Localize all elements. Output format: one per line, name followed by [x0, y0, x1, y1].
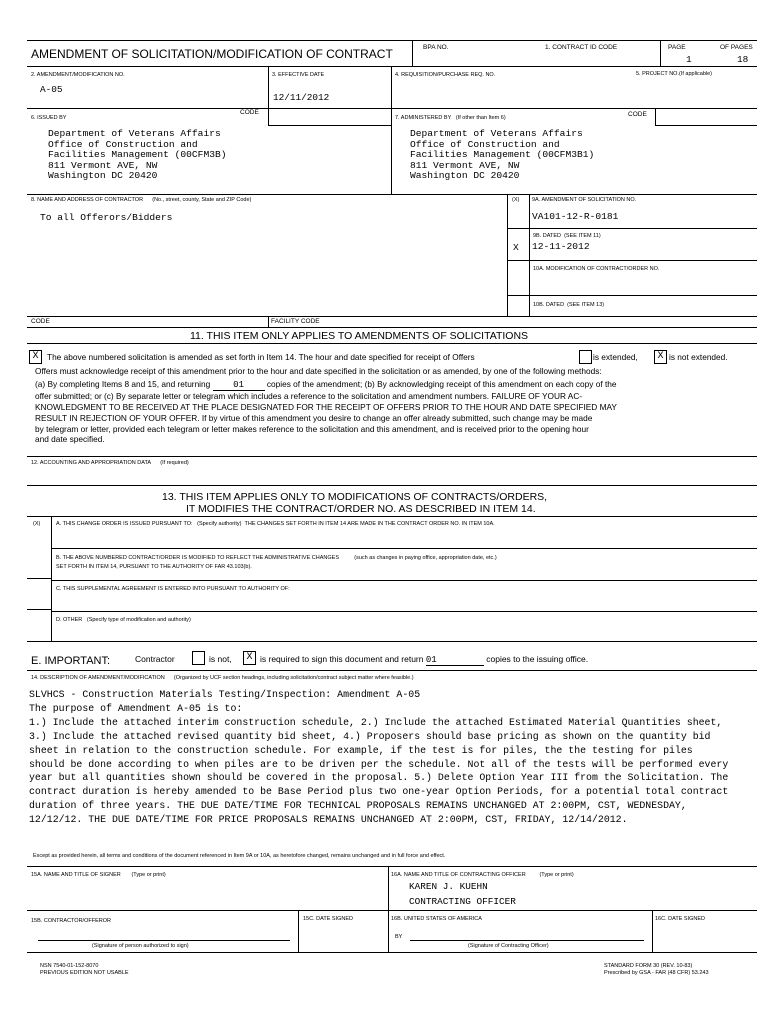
signature-person-note: (Signature of person authorized to sign) — [92, 943, 189, 949]
admin-line: Office of Construction and — [410, 138, 560, 150]
accounting-label-note: (If required) — [160, 460, 189, 466]
extended-checkbox[interactable] — [579, 350, 592, 364]
issued-by-address — [48, 129, 226, 182]
issued-line: 811 Vermont AVE, NW — [48, 159, 158, 171]
copies-issuing-office-label: copies to the issuing office. — [486, 654, 589, 664]
item11-checkbox[interactable]: X — [29, 350, 42, 364]
admin-line: Facilities Management (00CFM3B1) — [410, 149, 595, 161]
item11-line4: offer submitted; or (c) By separate letter or telegram which includes a reference to the solicitation and amendment numbers. FAILURE OF YOUR AC- — [35, 391, 583, 402]
important-label: E. IMPORTANT: — [31, 655, 111, 667]
x-column-label: (X) — [512, 197, 520, 203]
not-extended-checkbox[interactable]: X — [654, 350, 667, 364]
item11-heading: 11. THIS ITEM ONLY APPLIES TO AMENDMENTS OF SOLICITATIONS — [190, 330, 529, 342]
effective-date-value: 12/11/2012 — [273, 92, 330, 103]
item13-heading-1: 13. THIS ITEM APPLIES ONLY TO MODIFICATIONS OF CONTRACTS/ORDERS, — [162, 491, 548, 503]
admin-line: 811 Vermont AVE, NW — [410, 159, 520, 171]
description-line: should be done according to when piles are to be driven per the schedule. Not all of the tests will be performed every — [29, 758, 729, 770]
admin-line: Department of Veterans Affairs — [410, 128, 583, 139]
return-copies-field[interactable]: 01 — [426, 655, 484, 666]
description-line: 12/12/12. THE DUE DATE/TIME FOR PRICE PROPOSALS REMAINS UNCHANGED AT 2:00PM, CST, FRIDAY, 12/14/2012. — [29, 814, 628, 826]
issued-by-label: 6. ISSUED BY — [31, 115, 67, 121]
modification-no-label: 10A. MODIFICATION OF CONTRACT/ORDER NO. — [533, 266, 660, 272]
standard-form-text: STANDARD FORM 30 (REV. 10-83) — [604, 963, 693, 969]
officer-title: CONTRACTING OFFICER — [409, 896, 516, 907]
administered-by-text: 7. ADMINISTERED BY — [395, 115, 452, 121]
item11-instructions — [35, 366, 617, 445]
dated-9b-mark: X — [513, 242, 519, 253]
important-contractor-label: Contractor — [135, 654, 175, 664]
item13c-label: C. THIS SUPPLEMENTAL AGREEMENT IS ENTERED INTO PURSUANT TO AUTHORITY OF: — [56, 586, 290, 592]
administered-by-label — [395, 115, 506, 121]
contractor-offeror-label: 15B. CONTRACTOR/OFFEROR — [31, 918, 111, 924]
contracting-officer-text: 16A. NAME AND TITLE OF CONTRACTING OFFICER — [391, 872, 526, 878]
contract-id-label: 1. CONTRACT ID CODE — [545, 44, 618, 51]
item13a-note: (Specify authority) — [197, 521, 242, 527]
requisition-label: 4. REQUISITION/PURCHASE REQ. NO. — [395, 72, 496, 78]
item13d-label — [56, 617, 191, 623]
project-no-note: (If applicable) — [679, 71, 713, 77]
issued-line: Washington DC 20420 — [48, 170, 158, 182]
item11-line6: RESULT IN REJECTION OF YOUR OFFER. If by virtue of this amendment you desire to change an offer already submitted, such change may be made — [35, 412, 593, 423]
effective-date-label: 3. EFFECTIVE DATE — [272, 72, 325, 78]
contractor-label-text: 8. NAME AND ADDRESS OF CONTRACTOR — [31, 197, 144, 203]
description-label-note: (Organized by UCF section headings, including solicitation/contract subject matter where feasible.) — [173, 675, 414, 681]
item11-line1: The above numbered solicitation is amended as set forth in Item 14. The hour and date specified for receipt of Offers — [47, 352, 475, 362]
amendment-solicitation-label: 9A. AMENDMENT OF SOLICITATION NO. — [532, 197, 637, 203]
extended-label: is extended, — [593, 352, 638, 362]
item11-line2: Offers must acknowledge receipt of this amendment prior to the hour and date specified in the solicitation or as amended, by one of the following methods: — [35, 366, 602, 376]
bpa-no-label: BPA NO. — [423, 44, 449, 51]
item13a-label — [56, 521, 495, 527]
signer-label — [31, 872, 166, 878]
dated-9b-label — [533, 233, 601, 239]
amendment-no-value: A-05 — [40, 84, 63, 95]
item13b-note: (such as changes in paying office, appropriation date, etc.) — [354, 555, 497, 561]
by-label: BY — [395, 934, 403, 940]
item13-heading-2: IT MODIFIES THE CONTRACT/ORDER NO. AS DESCRIBED IN ITEM 14. — [186, 503, 536, 515]
contractor-value: To all Offerors/Bidders — [40, 212, 173, 223]
item13a-rest: THE CHANGES SET FORTH IN ITEM 14 ARE MADE IN THE CONTRACT ORDER NO. IN ITEM 10A. — [244, 521, 495, 527]
description-line: sheet in relation to the construction schedule. For example, if the test is for piles, the the testing for piles — [29, 744, 693, 756]
admin-line: Washington DC 20420 — [410, 170, 520, 182]
item13b-text: B. THE ABOVE NUMBERED CONTRACT/ORDER IS MODIFIED TO REFLECT THE ADMINISTRATIVE CHANGES — [56, 555, 339, 561]
description-line: The purpose of Amendment A-05 is to: — [29, 702, 243, 714]
description-line: duration of three years. THE DUE DATE/TIME FOR TECHNICAL PROPOSALS REMAINS UNCHANGED AT 2:00PM, CST, WEDNESDAY, — [29, 800, 687, 812]
contracting-officer-note: (Type or print) — [539, 872, 574, 878]
contractor-label-note: (No., street, county, State and ZIP Code) — [152, 197, 252, 203]
item13d-note: (Specify type of modification and authority) — [86, 617, 191, 623]
issued-code-label: CODE — [240, 109, 259, 116]
issued-line: Office of Construction and — [48, 138, 198, 150]
amendment-solicitation-value: VA101-12-R-0181 — [532, 211, 619, 222]
united-states-label: 16B. UNITED STATES OF AMERICA — [391, 916, 482, 922]
item13b-label — [56, 555, 497, 561]
previous-edition-text: PREVIOUS EDITION NOT USABLE — [40, 970, 129, 976]
contractor-label — [31, 197, 251, 203]
accounting-label — [31, 460, 189, 466]
accounting-label-text: 12. ACCOUNTING AND APPROPRIATION DATA — [31, 460, 152, 466]
description-line: SLVHCS - Construction Materials Testing/Inspection: Amendment A-05 — [29, 689, 421, 700]
administered-by-note: (If other than Item 6) — [455, 115, 506, 121]
of-pages-number: 18 — [737, 54, 749, 65]
except-note: Except as provided herein, all terms and conditions of the document referenced in Item 9A or 10A, as heretofore changed, remains unchanged and in full force and effect. — [33, 853, 446, 859]
code-label: CODE — [31, 318, 50, 325]
important-row — [31, 651, 110, 669]
item11-line7: by telegram or letter, provided each telegram or letter makes reference to the solicitation and this amendment, and is received prior to the opening hour — [35, 423, 589, 434]
description-line: 1.) Include the attached interim construction schedule, 2.) Include the attached Estimated Material Quantities sheet, — [29, 716, 723, 728]
officer-name: KAREN J. KUEHN — [409, 881, 488, 892]
item11-line3b: copies of the amendment; (b) By acknowledging receipt of this amendment on each copy of the — [266, 378, 617, 389]
issued-line: Facilities Management (00CFM3B) — [48, 149, 227, 161]
page-number: 1 — [686, 54, 692, 65]
signer-label-text: 15A. NAME AND TITLE OF SIGNER — [31, 872, 121, 878]
description-label — [31, 675, 414, 681]
signer-label-note: (Type or print) — [131, 872, 166, 878]
form-title: AMENDMENT OF SOLICITATION/MODIFICATION OF CONTRACT — [31, 47, 393, 61]
item11-line3a: (a) By completing Items 8 and 15, and returning — [35, 378, 211, 389]
item13b-label-2: SET FORTH IN ITEM 14, PURSUANT TO THE AUTHORITY OF FAR 43.103(b). — [56, 564, 252, 570]
dated-10b-label — [533, 302, 604, 308]
date-signed-16c-label: 16C. DATE SIGNED — [655, 916, 706, 922]
project-no-label — [636, 71, 712, 77]
administered-by-address — [410, 129, 594, 182]
description-label-text: 14. DESCRIPTION OF AMENDMENT/MODIFICATION — [31, 675, 165, 681]
is-required-text: is required to sign this document and return — [260, 654, 424, 664]
description-line: 3.) Include the attached revised quantity bid sheet, 4.) Proposers should base pricing as shown on the quantity bid — [29, 730, 711, 742]
description-line: year but all quantities shown should be covered in the proposal. 5.) Delete Option Year III from the Solicitation. The — [29, 772, 729, 784]
is-not-checkbox[interactable] — [192, 651, 205, 665]
description-text — [29, 688, 728, 827]
contracting-officer-label — [391, 872, 574, 878]
is-required-label — [260, 654, 588, 666]
item13-x-label: (X) — [33, 521, 41, 527]
description-line: contract duration is hereby amended to be Base Period plus two one-year Option Periods, for a potential total contract — [29, 786, 729, 798]
dated-9b-note: (SEE ITEM 11) — [564, 233, 601, 239]
issued-line: Department of Veterans Affairs — [48, 128, 221, 139]
date-signed-15c-label: 15C. DATE SIGNED — [303, 916, 354, 922]
nsn-text: NSN 7540-01-152-8070 — [40, 963, 99, 969]
of-pages-label: OF PAGES — [720, 44, 753, 51]
dated-10b-note: (SEE ITEM 13) — [567, 302, 605, 308]
page-label: PAGE — [668, 44, 686, 51]
facility-code-label: FACILITY CODE — [271, 318, 320, 325]
dated-9b-text: 9B. DATED — [533, 233, 562, 239]
is-not-label: is not, — [209, 654, 232, 664]
item11-line8: and date specified. — [35, 434, 105, 445]
signature-officer-note: (Signature of Contracting Officer) — [468, 943, 549, 949]
item11-line3 — [35, 379, 617, 392]
amendment-no-label: 2. AMENDMENT/MODIFICATION NO. — [31, 72, 125, 78]
not-extended-label: is not extended. — [669, 352, 728, 362]
dated-9b-value: 12-11-2012 — [532, 241, 590, 252]
dated-10b-text: 10B. DATED — [533, 302, 565, 308]
item13a-text: A. THIS CHANGE ORDER IS ISSUED PURSUANT TO: — [56, 521, 193, 527]
is-required-checkbox[interactable]: X — [243, 651, 256, 665]
admin-code-label: CODE — [628, 111, 647, 118]
copies-returned-field[interactable]: 01 — [213, 380, 265, 392]
project-no-text: 5. PROJECT NO. — [636, 71, 679, 77]
item13d-text: D. OTHER — [56, 617, 83, 623]
item11-line5: KNOWLEDGMENT TO BE RECEIVED AT THE PLACE DESIGNATED FOR THE RECEIPT OF OFFERS PRIOR TO THE HOUR AND DATE SPECIFIED MAY — [35, 402, 617, 413]
prescribed-text: Prescribed by GSA - FAR (48 CFR) 53.243 — [604, 970, 709, 976]
